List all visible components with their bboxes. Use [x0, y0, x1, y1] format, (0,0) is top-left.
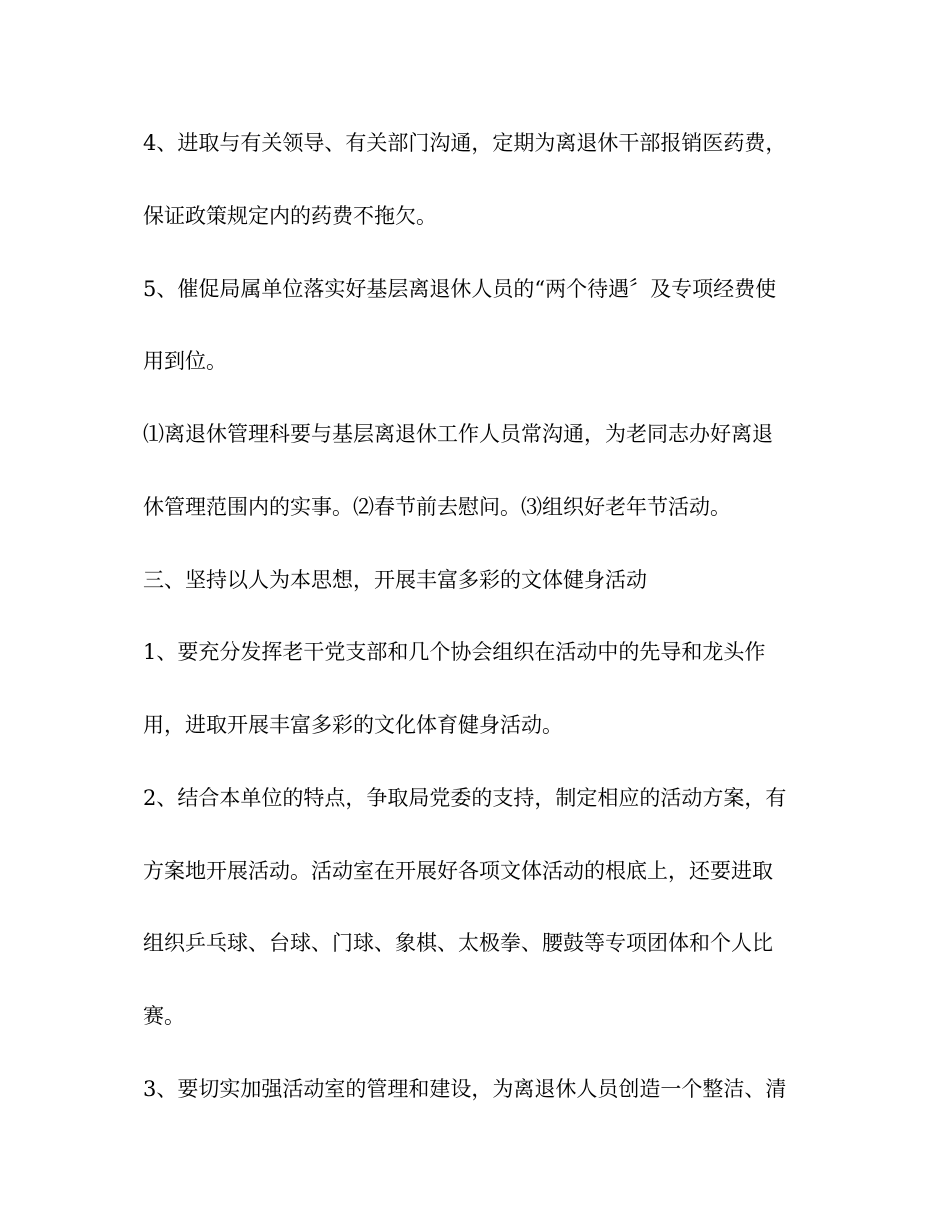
text-line: ⑴离退休管理科要与基层离退休工作人员常沟通，为老同志办好离退 — [143, 422, 773, 446]
text-line: 用到位。 — [143, 349, 227, 373]
text-line: 组织乒乓球、台球、门球、象棋、太极拳、腰鼓等专项团体和个人比 — [143, 931, 773, 955]
text-line: 2、结合本单位的特点，争取局党委的支持，制定相应的活动方案，有 — [143, 786, 787, 810]
text-line: 方案地开展活动。活动室在开展好各项文体活动的根底上，还要进取 — [143, 859, 773, 883]
section-heading: 三、坚持以人为本思想，开展丰富多彩的文体健身活动 — [143, 568, 647, 592]
text-line: 4、进取与有关领导、有关部门沟通，定期为离退休干部报销医药费， — [143, 131, 787, 155]
text-line: 1、要充分发挥老干党支部和几个协会组织在活动中的先导和龙头作 — [143, 640, 766, 664]
text-line: 休管理范围内的实事。⑵春节前去慰问。⑶组织好老年节活动。 — [143, 495, 731, 519]
text-line: 保证政策规定内的药费不拖欠。 — [143, 204, 437, 228]
text-line: 3、要切实加强活动室的管理和建设，为离退休人员创造一个整洁、清 — [143, 1077, 787, 1101]
text-line: 5、催促局属单位落实好基层离退休人员的“两个待遇〞及专项经费使 — [143, 277, 777, 301]
text-line: 赛。 — [143, 1004, 185, 1028]
text-line: 用，进取开展丰富多彩的文化体育健身活动。 — [143, 713, 563, 737]
